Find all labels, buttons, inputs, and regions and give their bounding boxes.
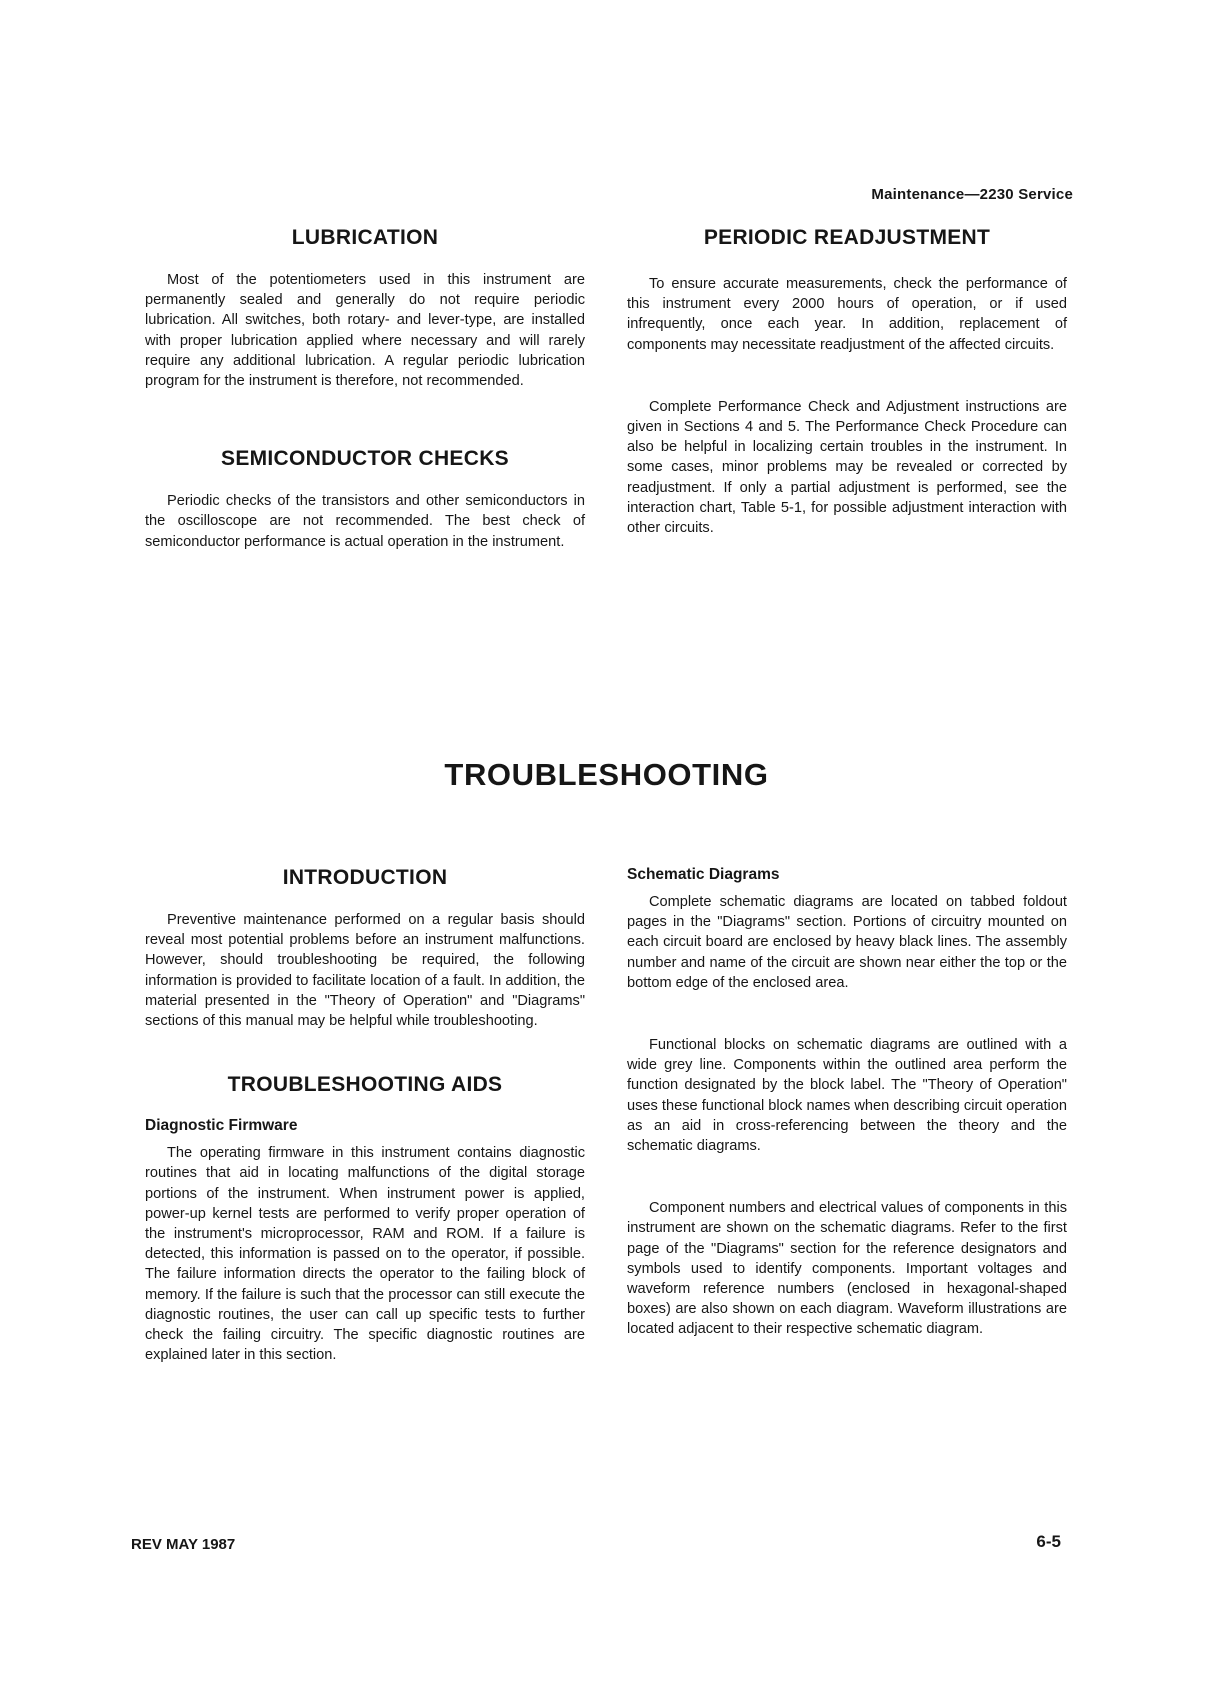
revision-date: REV MAY 1987 <box>131 1536 236 1553</box>
column-right-bottom <box>627 866 1067 1340</box>
troubleshooting-aids-heading: TROUBLESHOOTING AIDS <box>227 1073 503 1097</box>
introduction-heading: INTRODUCTION <box>282 866 448 889</box>
running-head: Maintenance—2230 Service <box>871 186 1073 203</box>
column-left-bottom <box>145 866 585 1365</box>
troubleshooting-title: TROUBLESHOOTING <box>444 757 769 792</box>
column-right-top <box>627 226 1067 538</box>
periodic-readjustment-heading: PERIODIC READJUSTMENT <box>703 226 991 249</box>
schematic-paragraph-1: Complete schematic diagrams are located on tabbed foldout pages in the "Diagrams" section. Portions of circuitry mounted on each circuit board are enclosed by heavy black lines. The assembly number and name of the circuit are shown near either the top or the bottom edge of the enclosed area. <box>627 894 1067 991</box>
lubrication-heading: LUBRICATION <box>291 226 439 249</box>
semiconductor-checks-heading: SEMICONDUCTOR CHECKS <box>221 447 509 471</box>
page-number: 6-5 <box>1036 1532 1061 1551</box>
diagnostic-firmware-paragraph: The operating firmware in this instrument contains diagnostic routines that aid in locating malfunctions of the digital storage portions of the instrument. When instrument power is applied, power-up kernel tests are performed to verify proper operation of the instrument's microprocessor, RAM and ROM. If a failure is detected, this information is passed on to the operator, if possible. The failure information directs the operator to the failing block of memory. If the failure is such that the processor can still execute the diagnostic routines, the user can call up specific tests to further check the failing circuitry. The specific diagnostic routines are explained later in this section. <box>145 1145 585 1364</box>
semiconductor-checks-paragraph: Periodic checks of the transistors and other semiconductors in the oscilloscope are not recommended. The best check of semiconductor performance is actual operation in the instrument. <box>145 493 585 550</box>
schematic-diagrams-heading: Schematic Diagrams <box>627 866 780 883</box>
schematic-paragraph-2: Functional blocks on schematic diagrams are outlined with a wide grey line. Components within the outlined area perform the function designated by the block label. The "Theory of Operation" uses these functional block names when describing circuit operation as an aid in cross-referencing between the theory and the schematic diagrams. <box>627 1037 1067 1155</box>
introduction-paragraph: Preventive maintenance performed on a regular basis should reveal most potential problems before an instrument malfunctions. However, should troubleshooting be required, the following information is provided to facilitate location of a fault. In addition, the material presented in the "Theory of Operation" and "Diagrams" sections of this manual may be helpful while troubleshooting. <box>145 912 585 1030</box>
readjustment-paragraph-2: Complete Performance Check and Adjustment instructions are given in Sections 4 and 5. The Performance Check Procedure can also be helpful in localizing certain troubles in the instrument. In some cases, minor problems may be revealed or corrected by readjustment. If only a partial adjustment is performed, see the interaction chart, Table 5-1, for possible adjustment interaction with other circuits. <box>627 398 1067 537</box>
diagnostic-firmware-heading: Diagnostic Firmware <box>145 1117 298 1135</box>
schematic-paragraph-3: Component numbers and electrical values of components in this instrument are shown on the schematic diagrams. Refer to the first page of the "Diagrams" section for the reference designators and symbols used to identify components. Important voltages and waveform reference numbers (enclosed in hexagonal-shaped boxes) are also shown on each diagram. Waveform illustrations are located adjacent to their respective schematic diagram. <box>627 1200 1067 1338</box>
column-left-top <box>145 226 585 552</box>
readjustment-paragraph-1: To ensure accurate measurements, check the performance of this instrument every 2000 hours of operation, or if used infrequently, once each year. In addition, replacement of components may necessitate readjustment of the affected circuits. <box>627 276 1067 353</box>
lubrication-paragraph: Most of the potentiometers used in this instrument are permanently sealed and generally do not require periodic lubrication. All switches, both rotary- and lever-type, are installed with proper lubrication applied where necessary and will rarely require any additional lubrication. A regular periodic lubrication program for the instrument is therefore, not recommended. <box>145 272 585 390</box>
